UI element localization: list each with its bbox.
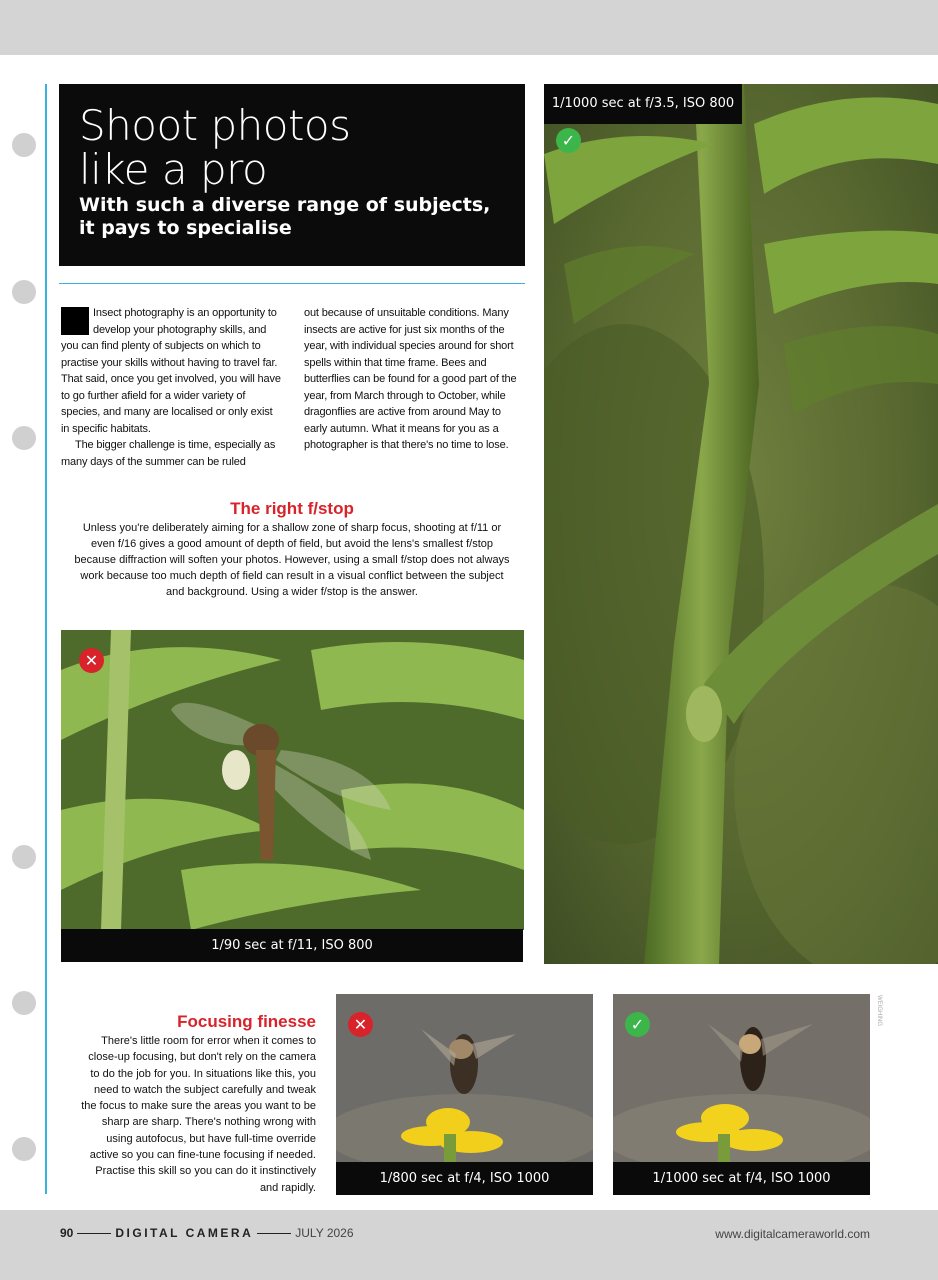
binder-hole	[12, 991, 36, 1015]
divider	[59, 283, 525, 284]
photo-fly-out-of-focus	[336, 994, 593, 1162]
photo-caption: 1/90 sec at f/11, ISO 800	[61, 929, 523, 962]
title-line: like a pro	[79, 145, 268, 194]
photo-credit: WEIGHING	[876, 995, 882, 1026]
folio-dash	[77, 1233, 111, 1234]
cross-icon: ✕	[79, 648, 104, 673]
photo-dragonfly	[61, 630, 524, 930]
intro-column-2	[304, 305, 526, 454]
section-heading-focus: Focusing finesse	[177, 1012, 316, 1031]
fly-bad-image	[336, 994, 593, 1162]
intro-paragraph: out because of unsuitable conditions. Many insects are active for just six months of the year, with individual species around for short spells within that time frame. Bees and butterflies can be found for a good part of the year, from March through to October, while dragonflies are active from around May to early autumn. What it means for you as a photographer is that there's no time to lose.	[304, 307, 517, 451]
margin-rule	[45, 84, 47, 1194]
intro-paragraph: The bigger challenge is time, especially as many days of the summer can be ruled	[61, 439, 276, 468]
section-heading-fstop: The right f/stop	[230, 499, 354, 518]
issue-date: JULY 2026	[295, 1226, 354, 1240]
check-icon: ✓	[556, 128, 581, 153]
page-number: 90	[60, 1226, 74, 1240]
section-body-fstop: Unless you're deliberately aiming for a shallow zone of sharp focus, shooting at f/11 or even f/16 gives a good amount of depth of field, but avoid the lens's smallest f/stop because diffraction will soften your photos. However, using a small f/stop does not always work because too much depth of field can result in a visual conflict between the subject and background. Using a wider f/stop is the answer.	[74, 522, 510, 598]
photo-caption: 1/1000 sec at f/4, ISO 1000	[613, 1162, 870, 1195]
page-subtitle: With such a diverse range of subjects, it pays to specialise	[79, 194, 491, 239]
binder-hole	[12, 426, 36, 450]
website-url: www.digitalcameraworld.com	[715, 1227, 870, 1241]
magazine-name: DIGITAL CAMERA	[115, 1226, 254, 1240]
binder-hole	[12, 1137, 36, 1161]
fly-good-image	[613, 994, 870, 1162]
fern-stem-image	[544, 84, 938, 964]
photo-caption: 1/1000 sec at f/3.5, ISO 800	[544, 84, 742, 124]
folio-dash	[257, 1233, 291, 1234]
intro-paragraph: Insect photography is an opportunity to develop your photography skills, and you can find plenty of subjects on which to practise your skills without having to travel far. That said, once you get involved, you will have to go further afield for a wider variety of species, and many are localised or only exist in specific habitats.	[61, 307, 281, 435]
drop-cap-block	[61, 307, 89, 335]
bottom-margin-band	[0, 1210, 938, 1280]
top-margin-band	[0, 0, 938, 55]
dragonfly-image	[61, 630, 524, 930]
check-icon: ✓	[625, 1012, 650, 1037]
hero-box	[59, 84, 525, 266]
cross-icon: ✕	[348, 1012, 373, 1037]
photo-fern-stem	[544, 84, 938, 964]
binder-hole	[12, 845, 36, 869]
photo-fly-sharp	[613, 994, 870, 1162]
title-line: Shoot photos	[79, 101, 351, 150]
binder-hole	[12, 133, 36, 157]
photo-caption: 1/800 sec at f/4, ISO 1000	[336, 1162, 593, 1195]
binder-hole	[12, 280, 36, 304]
section-body-focus: There's little room for error when it comes to close-up focusing, but don't rely on the camera to do the job for you. In situations like this, you need to watch the subject carefully and tweak the focus to make sure the areas you want to be sharp are sharp. There's nothing wrong with using autofocus, but have full-time override active so you can fine-tune focusing if needed. Practise this skill so you can do it instinctively and rapidly.	[81, 1035, 316, 1194]
intro-column-1	[61, 305, 283, 470]
page-title	[79, 101, 499, 194]
folio	[60, 1226, 354, 1240]
